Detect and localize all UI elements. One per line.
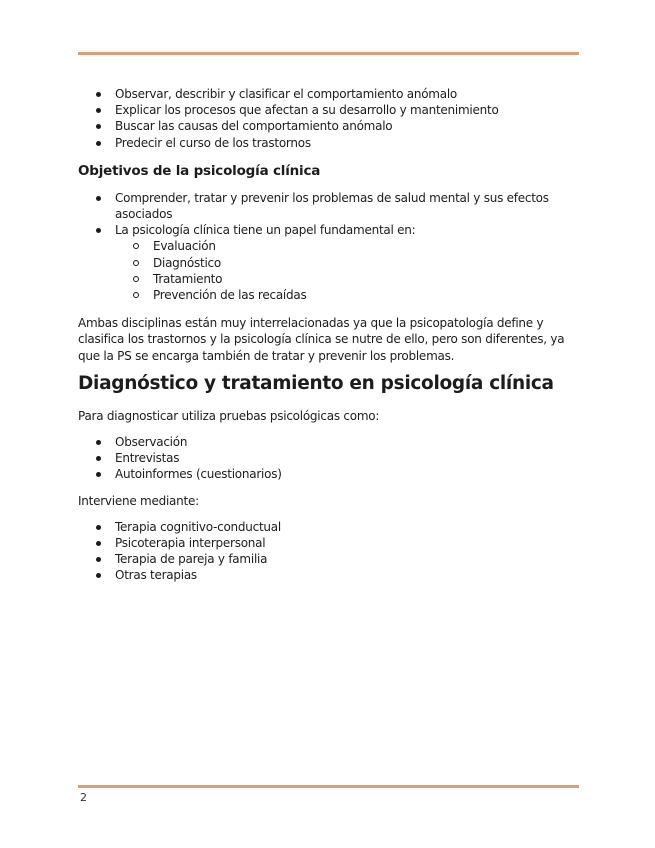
- objectives-list: [78, 190, 568, 303]
- page-content: [78, 86, 568, 584]
- diagnosis-heading: Diagnóstico y tratamiento en psicología clínica: [78, 372, 554, 394]
- list-item-text: La psicología clínica tiene un papel fundamental en:: [115, 223, 416, 238]
- list-item: Observar, describir y clasificar el comportamiento anómalo: [78, 86, 568, 102]
- sublist-item: Tratamiento: [115, 271, 568, 287]
- list-item: Explicar los procesos que afectan a su desarrollo y mantenimiento: [78, 102, 568, 118]
- relation-paragraph: Ambas disciplinas están muy interrelacionadas ya que la psicopatología define y clasifica los trastornos y la psicología clínica se nutre de ello, pero son diferentes, ya que la PS se encarga también de tratar y prevenir los problemas.: [78, 316, 565, 363]
- diagnosis-intro: Para diagnosticar utiliza pruebas psicológicas como:: [78, 408, 380, 423]
- list-item: Terapia de pareja y familia: [78, 551, 568, 567]
- interventions-list: [78, 519, 568, 584]
- intro-list: [78, 86, 568, 151]
- page-number: 2: [80, 791, 87, 804]
- list-item: Observación: [78, 434, 568, 450]
- list-item: Predecir el curso de los trastornos: [78, 135, 568, 151]
- list-item: [78, 222, 568, 303]
- sublist-item: Evaluación: [115, 238, 568, 254]
- objectives-heading: Objetivos de la psicología clínica: [78, 162, 321, 179]
- tests-list: [78, 434, 568, 483]
- list-item: Otras terapias: [78, 567, 568, 583]
- intervention-intro: Interviene mediante:: [78, 493, 199, 508]
- list-item: Autoinformes (cuestionarios): [78, 466, 568, 482]
- footer-rule: [78, 785, 579, 788]
- sublist-item: Diagnóstico: [115, 255, 568, 271]
- sublist-item: Prevención de las recaídas: [115, 287, 568, 303]
- list-item: Buscar las causas del comportamiento anómalo: [78, 118, 568, 134]
- list-item: Entrevistas: [78, 450, 568, 466]
- header-rule: [78, 52, 579, 55]
- list-item: Terapia cognitivo-conductual: [78, 519, 568, 535]
- objectives-sublist: [115, 238, 568, 303]
- list-item: Psicoterapia interpersonal: [78, 535, 568, 551]
- list-item: Comprender, tratar y prevenir los problemas de salud mental y sus efectos asociados: [78, 190, 568, 222]
